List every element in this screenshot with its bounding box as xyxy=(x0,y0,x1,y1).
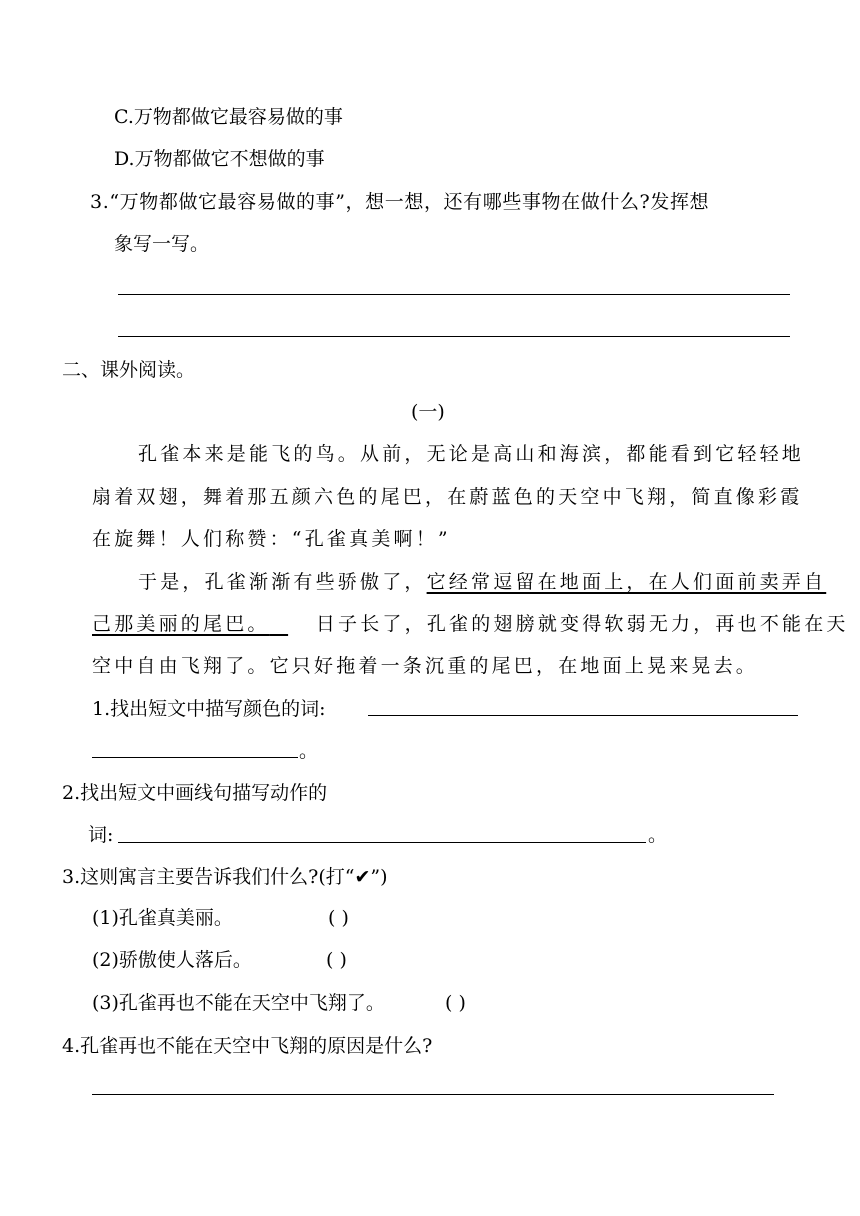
option-c: C.万物都做它最容易做的事 xyxy=(114,106,343,128)
question-2-line1: 2.找出短文中画线句描写动作的 xyxy=(62,782,328,804)
section-heading: 二、课外阅读。 xyxy=(62,359,196,381)
option-d: D.万物都做它不想做的事 xyxy=(114,148,325,170)
passage-text: 日子长了，孔雀的翅膀就变得软弱无力，再也不能在天 xyxy=(315,613,849,635)
answer-line[interactable] xyxy=(92,757,298,758)
answer-line[interactable] xyxy=(118,842,646,843)
choice-bracket[interactable]: ( ) xyxy=(328,907,349,929)
question-text: ”) xyxy=(370,866,388,888)
period: 。 xyxy=(648,824,668,846)
question-4: 4.孔雀再也不能在天空中飞翔的原因是什么? xyxy=(62,1035,433,1057)
choice-bracket[interactable]: ( ) xyxy=(326,949,347,971)
choice-option: (2)骄傲使人落后。 xyxy=(92,949,252,971)
passage-line: 空中自由飞翔了。它只好拖着一条沉重的尾巴，在地面上晃来晃去。 xyxy=(92,655,759,677)
answer-line[interactable] xyxy=(118,336,790,337)
passage-number: (一) xyxy=(411,401,445,423)
passage-line xyxy=(138,570,826,594)
period: 。 xyxy=(299,740,319,762)
answer-line[interactable] xyxy=(118,294,790,295)
answer-line[interactable] xyxy=(368,715,798,716)
question-text: 3.这则寓言主要告诉我们什么?(打“ xyxy=(62,866,355,888)
question-3 xyxy=(62,865,388,889)
choice-bracket[interactable]: ( ) xyxy=(445,992,466,1014)
question-3-line1: 3.“万物都做它最容易做的事”，想一想，还有哪些事物在做什么?发挥想 xyxy=(90,191,710,213)
answer-line[interactable] xyxy=(92,1094,774,1095)
underlined-sentence: 己那美丽的尾巴。 xyxy=(92,613,270,635)
passage-text: 于是，孔雀渐渐有些骄傲了， xyxy=(138,571,427,593)
choice-option: (3)孔雀再也不能在天空中飞翔了。 xyxy=(92,992,385,1014)
question-1: 1.找出短文中描写颜色的词: xyxy=(92,698,326,720)
passage-line: 在旋舞！人们称赞：“孔雀真美啊！” xyxy=(92,528,451,550)
passage-line: 扇着双翅，舞着那五颜六色的尾巴，在蔚蓝色的天空中飞翔，简直像彩霞 xyxy=(92,486,803,508)
passage-line: 孔雀本来是能飞的鸟。从前，无论是高山和海滨，都能看到它轻轻地 xyxy=(138,443,805,465)
passage-line xyxy=(92,612,849,636)
underlined-sentence: 它经常逗留在地面上，在人们面前卖弄自 xyxy=(426,571,827,593)
question-3-line2: 象写一写。 xyxy=(114,233,210,255)
checkmark-icon: ✔ xyxy=(354,866,371,888)
choice-option: (1)孔雀真美丽。 xyxy=(92,907,233,929)
question-2-line2: 词: xyxy=(88,824,114,846)
